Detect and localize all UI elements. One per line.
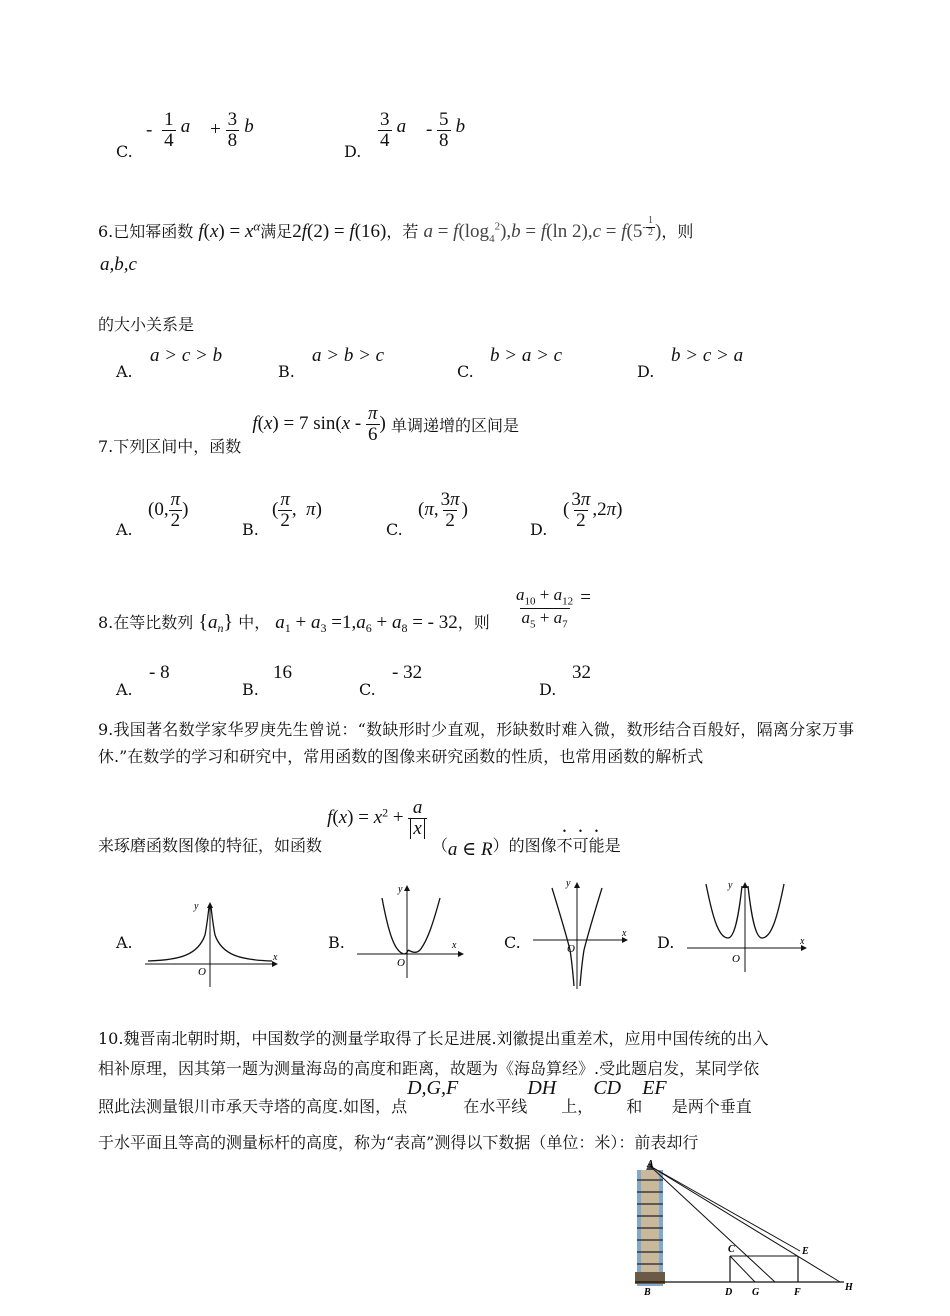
fig-label-e: E [802,1246,809,1257]
q6-opt-c-expr: b > a > c [490,345,563,366]
q9-c-origin: O [567,943,575,955]
q9-a-origin: O [198,966,206,978]
q9-opt-a-label: A. [116,933,133,952]
q5-option-d [344,112,362,161]
q9-emph: 不可能 [556,835,605,855]
q8-text3: ，则 [457,613,490,632]
fig-label-f: F [794,1287,801,1298]
q6-number: 6. [98,221,114,241]
q9-d-axis-y: y [728,880,733,891]
q9-d-origin: O [732,953,740,965]
q9-line2b: 的图像 [508,835,557,855]
q9-graph-b [352,880,470,980]
q10-line3a: 照此法测量银川市承天寺塔的高度.如图，点 [98,1097,408,1116]
q5-c-expression: - $\frac{1}{4}$ a⃗ + $\frac{3}{8}$ b⃗ [146,109,269,151]
q10-ef: EF [642,1077,667,1099]
q9-c-axis-y: y [566,878,571,889]
q6-text2: 满足 [260,221,293,241]
q10-line3e: 是两个垂直 [671,1097,752,1116]
q8-opt-c-expr: - 32 [392,662,423,683]
q10-cd: CD [593,1077,622,1099]
q7-text2: 单调递增的区间是 [390,415,519,435]
q6-opt-d-label: D. [637,362,655,381]
q6-stem: 6.已知幂函数 $f(x) = x^\alpha$满足2f(2) = f(16)，若 $a = f(\log_4^2),b = f(\ln$ $2),c = f(5^{- \frac{1}{2}}$ )，则 [98,215,694,245]
fig-label-g: G [752,1287,760,1298]
q10-line3b: 在水平线 [463,1097,528,1116]
q6-text4: ，则 [661,221,694,241]
q10-line1: 10.魏晋南北朝时期，中国数学的测量学取得了长足进展.刘徽提出重差术，应用中国传统的出入 [98,1029,769,1048]
q9-opt-d-label: D. [657,933,675,952]
q6-opt-b-expr: a > b > c [312,345,385,366]
q5-option-c [116,112,133,161]
q7-opt-a-expr: (0, $\frac{\pi}{2}$ ) [148,489,189,531]
q7-opt-b-expr: ( $\frac{\pi}{2}$ , π) [272,489,322,531]
q7-opt-c-label: C. [386,520,403,539]
q8-opt-a-label: A. [116,680,133,699]
q10-line2: 相补原理，因其第一题为测量海岛的高度和距离，故题为《海岛算经》.受此题启发，某同学依 [98,1059,760,1078]
q10-figure [630,1156,858,1298]
q8-opt-b-expr: 16 [273,662,292,683]
q9-paren-open: （ [431,835,448,855]
q9-graph-d [684,874,812,974]
q5-d-expression: $\frac{3}{4}$ a⃗ - $\frac{5}{8}$ b⃗ [380,109,480,151]
q9-a-axis-y: y [194,901,199,912]
q5-c-label: C. [116,142,133,161]
fig-label-b: B [644,1287,651,1298]
q7-opt-a-label: A. [116,520,133,539]
q9-graph-a [140,895,285,990]
q9-paragraph: 9.我国著名数学家华罗庚先生曾说：“数缺形时少直观，形缺数时难入微，数形结合百般好，隔离分家万事休.”在数学的学习和研究中，常用函数的图像来研究函数的性质，也常用函数的解析式 [98,720,854,766]
q6-opt-c-label: C. [457,362,474,381]
q7-number: 7. [98,436,114,456]
q9-graph-c [530,874,635,994]
q10-pts: D,G,F [407,1077,459,1099]
q6-opt-a-expr: a > c > b [150,345,223,366]
q8-opt-d-label: D. [539,680,557,699]
q9-b-axis-x: x [452,940,457,951]
q6-vars: a,b,c [100,254,137,275]
q9-a-axis-x: x [273,952,278,963]
q7-opt-b-label: B. [242,520,259,539]
fig-label-d: D [725,1287,733,1298]
q9-b-origin: O [397,957,405,969]
q8-text1: 在等比数列 [113,613,194,632]
q10-dh: DH [527,1077,557,1099]
q8-opt-d-expr: 32 [572,662,591,683]
q6-opt-a-label: A. [116,362,133,381]
q6-opt-b-label: B. [278,362,295,381]
q6-line2: 的大小关系是 [98,315,195,334]
q10-line3d: 和 [626,1097,643,1116]
q7-stem: 7.下列区间中，函数 f(x) = 7 sin(x - $\frac{\pi}{6}$ ) 单调递增的区间是 [98,403,519,456]
q8-opt-c-label: C. [359,680,376,699]
q8-ratio: $\frac{a_{10} + a_{12}}{a_5 + a_7}$ = [516,585,591,631]
q7-text1: 下列区间中，函数 [113,436,242,456]
q6-opt-d-expr: b > c > a [671,345,744,366]
q9-paren-close: ） [492,835,509,855]
q9-line2a: 来琢磨函数图像的特征，如函数 [98,835,323,855]
q10-line3 [98,1076,752,1116]
q9-opt-c-label: C. [504,933,521,952]
q8-opt-a-expr: - 8 [149,662,170,683]
q8-opt-b-label: B. [242,680,259,699]
q6-text3: ，若 [386,221,419,241]
q9-d-axis-x: x [800,936,805,947]
q9-line2: 来琢磨函数图像的特征，如函数 $f(x) = x^2$ + $\frac{a}{x}$ （a ∈ R）的图像不可能是 [98,797,621,860]
q8-text2: 中， [238,613,271,632]
q8-stem: 8.在等比数列 $\{a_n\}$ 中， $a_1 + a_3 =1,a_6 + a_8$ = - 32，则 [98,611,490,636]
q7-opt-d-expr: ( $\frac{3\pi}{2}$ ,2π) [563,489,623,531]
q5-d-label: D. [344,142,362,161]
q7-opt-c-expr: (π, $\frac{3\pi}{2}$ ) [418,489,468,531]
q7-opt-d-label: D. [530,520,548,539]
fig-label-c: C [728,1244,735,1255]
q9-opt-b-label: B. [328,933,345,952]
fig-label-a: A [647,1159,654,1170]
q8-number: 8. [98,613,114,632]
q10-line3c: 上， [561,1097,594,1116]
q9-c-axis-x: x [622,928,627,939]
pagoda-image [635,1162,665,1286]
fig-label-h: H [845,1282,853,1293]
q6-text1: 已知幂函数 [113,221,194,241]
q9-b-axis-y: y [398,884,403,895]
q9-line2c: 是 [604,835,621,855]
q10-line4: 于水平面且等高的测量标杆的高度，称为“表高”测得以下数据（单位：米）：前表却行 [98,1133,699,1152]
